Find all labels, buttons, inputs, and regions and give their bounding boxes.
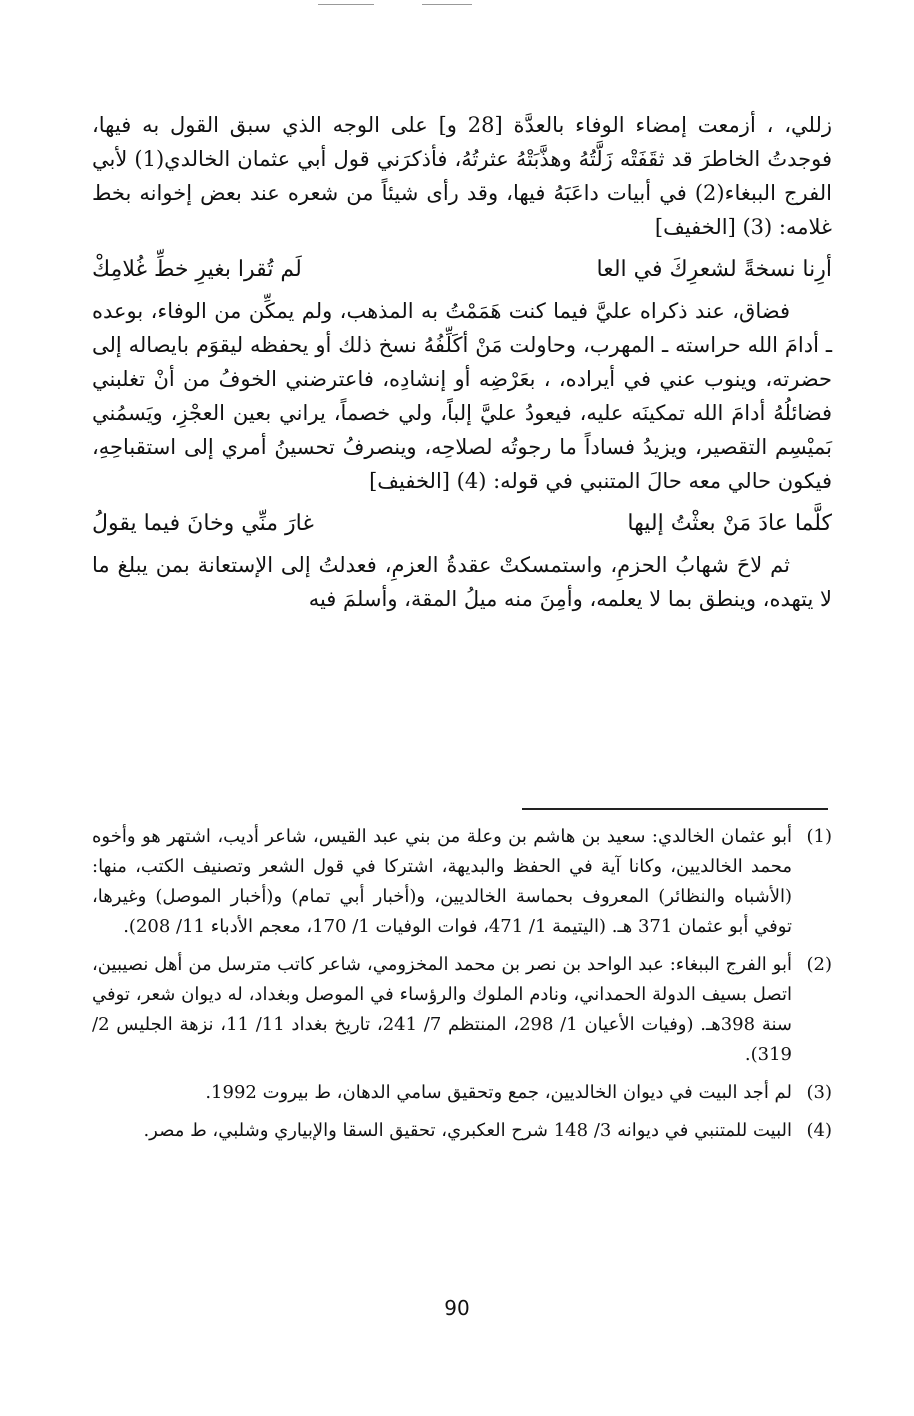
footnote-text: لم أجد البيت في ديوان الخالديين، جمع وتحقيق سامي الدهان، ط بيروت 1992. [205,1082,792,1103]
footnote-number: (2) [806,954,832,975]
footnote-number: (1) [806,826,832,847]
verse-1 [92,250,832,290]
verse-1-second-hemistich: لَم تُقرا بغيرِ خطِّ غُلامِكْ [92,257,302,282]
footnote-3 [92,1078,832,1108]
footnote-text: البيت للمتنبي في ديوانه 3/ 148 شرح العكبري، تحقيق السقا والإبياري وشلبي، ط مصر. [143,1120,792,1141]
footnote-text: أبو عثمان الخالدي: سعيد بن هاشم بن وعلة من بني عبد القيس، شاعر أديب، اشتهر هو وأخوه محمد الخالديين، وكانا آية في الحفظ والبديهة، اشتركا في قول الشعر وتصنيف الكتب، منها: (الأشباه والنظائر) المعروف بحماسة الخالديين، و(أخبار أبي تمام) و(أخبار الموصل) وغيرها، توفي أبو عثمان 371 هـ. (اليتيمة 1/ 471، فوات الوفيات 1/ 170، معجم الأدباء 11/ 208). [92,826,792,937]
paragraph-2: فضاق، عند ذكراه عليَّ فيما كنت هَمَمْتُ به المذهب، ولم يمكِّن من الوفاء، بوعده ـ أدامَ الله حراسته ـ المهرب، وحاولت مَنْ أكَلِّفُهُ نسخ ذلك أو يحفظه ليقوَم بايصاله إلى حضرته، وينوب عني في أيراده، ، بعَرْضِه أو إنشادِه، فاعترضني الخوفُ من أنْ تغلبني فضائلُهُ أدامَ الله تمكينَه عليه، فيعودُ عليَّ إلباً، ولي خصماً، يراني بعين العجْزِ، ويَسمُني بَميْسِم التقصير، ويزيدُ فساداً ما رجوتُه لصلاحِه، وينصرفُ تحسينُ أمري إلى استقباحِهِ، فيكون حالي معه حالَ المتنبي في قوله: (4) [الخفيف] [92,299,832,493]
footnote-text: أبو الفرج الببغاء: عبد الواحد بن نصر بن محمد المخزومي، شاعر كاتب مترسل من أهل نصيبين، اتصل بسيف الدولة الحمداني، ونادم الملوك والرؤساء في الموصل وبغداد، له ديوان شعر، توفي سنة 398هـ. (وفيات الأعيان 1/ 298، المنتظم 7/ 241، تاريخ بغداد 11/ 11، نزهة الجليس 2/ 319). [92,954,792,1065]
header-rule-left [318,4,374,5]
footnote-number: (4) [806,1120,832,1141]
paragraph-3: ثم لاحَ شهابُ الحزمِ، واستمسكتْ عقدةُ العزمِ، فعدلتُ إلى الإستعانة بمن يبلغ ما لا يتهده، وينطق بما لا يعلمه، وأمِنَ منه ميلُ المقة، وأسلمَ فيه [92,553,832,611]
footnote-1 [92,822,832,942]
footnote-number: (3) [806,1082,832,1103]
paragraph-1: زللي، ، أزمعت إمضاء الوفاء بالعدَّة [28 و] على الوجه الذي سبق القول به فيها، فوجدتُ الخاطرَ قد ثقَفَتْه زَلَّتُهُ وهذَّبَتْهُ عثرتُهُ، فأذكرَني قول أبي عثمان الخالدي(1) لأبي الفرج الببغاء(2) في أبيات داعَبَهُ فيها، وقد رأى شيئاً من شعره عند بعض إخوانه بخط غلامه: (3) [الخفيف] [92,113,833,239]
main-text [92,108,832,616]
footnotes [92,822,832,1154]
verse-1-first-hemistich: أرِنا نسخةً لشعرِكَ في العا [596,257,832,282]
page-number: 90 [444,1296,470,1320]
verse-2 [92,504,832,544]
verse-2-second-hemistich: غارَ منِّي وخانَ فيما يقولُ [92,511,314,536]
footnote-separator [522,808,828,810]
footnote-2 [92,950,832,1070]
verse-2-first-hemistich: كلَّما عادَ مَنْ بعثْتُ إليها [627,511,832,536]
footnote-4 [92,1116,832,1146]
header-rule-right [422,4,472,5]
